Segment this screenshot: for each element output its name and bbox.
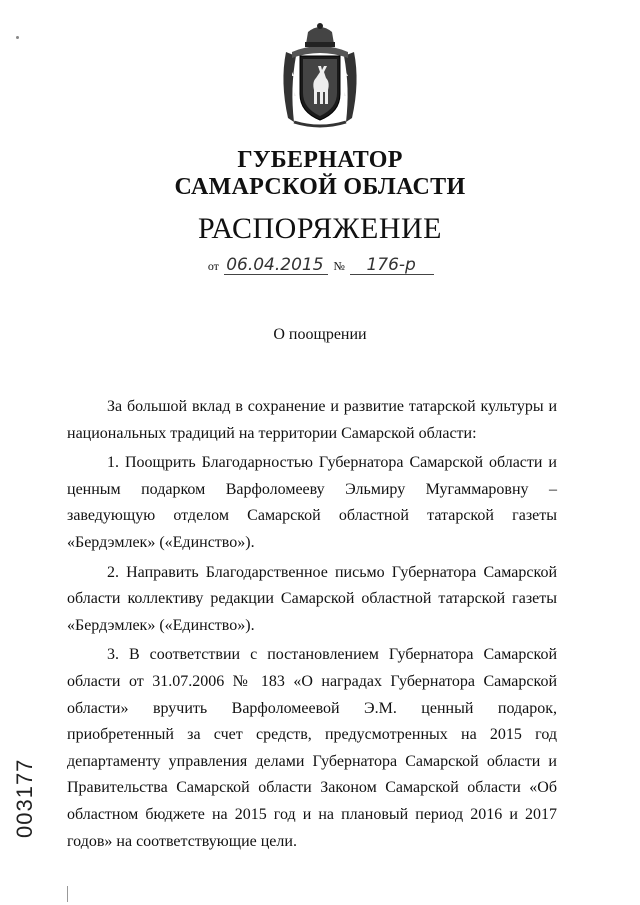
handwritten-number: 176-р — [350, 256, 434, 275]
number-label: № — [333, 259, 345, 273]
coat-of-arms-emblem — [278, 22, 362, 132]
handwritten-date: 06.04.2015 — [224, 256, 328, 275]
document-body — [67, 394, 557, 858]
header-title-region: САМАРСКОЙ ОБЛАСТИ — [174, 174, 466, 200]
date-from-label: от — [207, 259, 219, 273]
side-registration-code: 003177 — [12, 758, 37, 838]
scan-mark — [67, 886, 68, 902]
paragraph-item-3: 3. В соответствии с постановлением Губернатора Самарской области от 31.07.2006 № 183 «О наградах Губернатора Самарской области» вручить Варфоломеевой Э.М. ценный подарок, приобретенный за счет средств, предусмотренных на 2015 год департаменту управления делами Губернатора Самарской области и Правительства Самарской области Законом Самарской области «Об областном бюджете на 2015 год и на плановый период 2016 и 2017 годов» на соответствующие цели. — [67, 646, 557, 850]
scan-dot — [16, 36, 19, 39]
paragraph-item-1: 1. Поощрить Благодарностью Губернатора Самарской области и ценным подарком Варфоломееву Эльмиру Мугаммаровну – заведующую отделом Самарской областной татарской газеты «Бердэмлек» («Единство»). — [67, 454, 557, 551]
document-subject: О поощрении — [273, 326, 367, 343]
date-number-line — [0, 256, 640, 275]
paragraph-preamble: За большой вклад в сохранение и развитие татарской культуры и национальных традиций на территории Самарской области: — [67, 398, 557, 442]
paragraph-item-2: 2. Направить Благодарственное письмо Губернатора Самарской области коллективу редакции Самарской областной татарской газеты «Бердэмлек» («Единство»). — [67, 563, 557, 634]
header-title-governor: ГУБЕРНАТОР — [237, 147, 403, 173]
document-type-title: РАСПОРЯЖЕНИЕ — [197, 212, 443, 245]
